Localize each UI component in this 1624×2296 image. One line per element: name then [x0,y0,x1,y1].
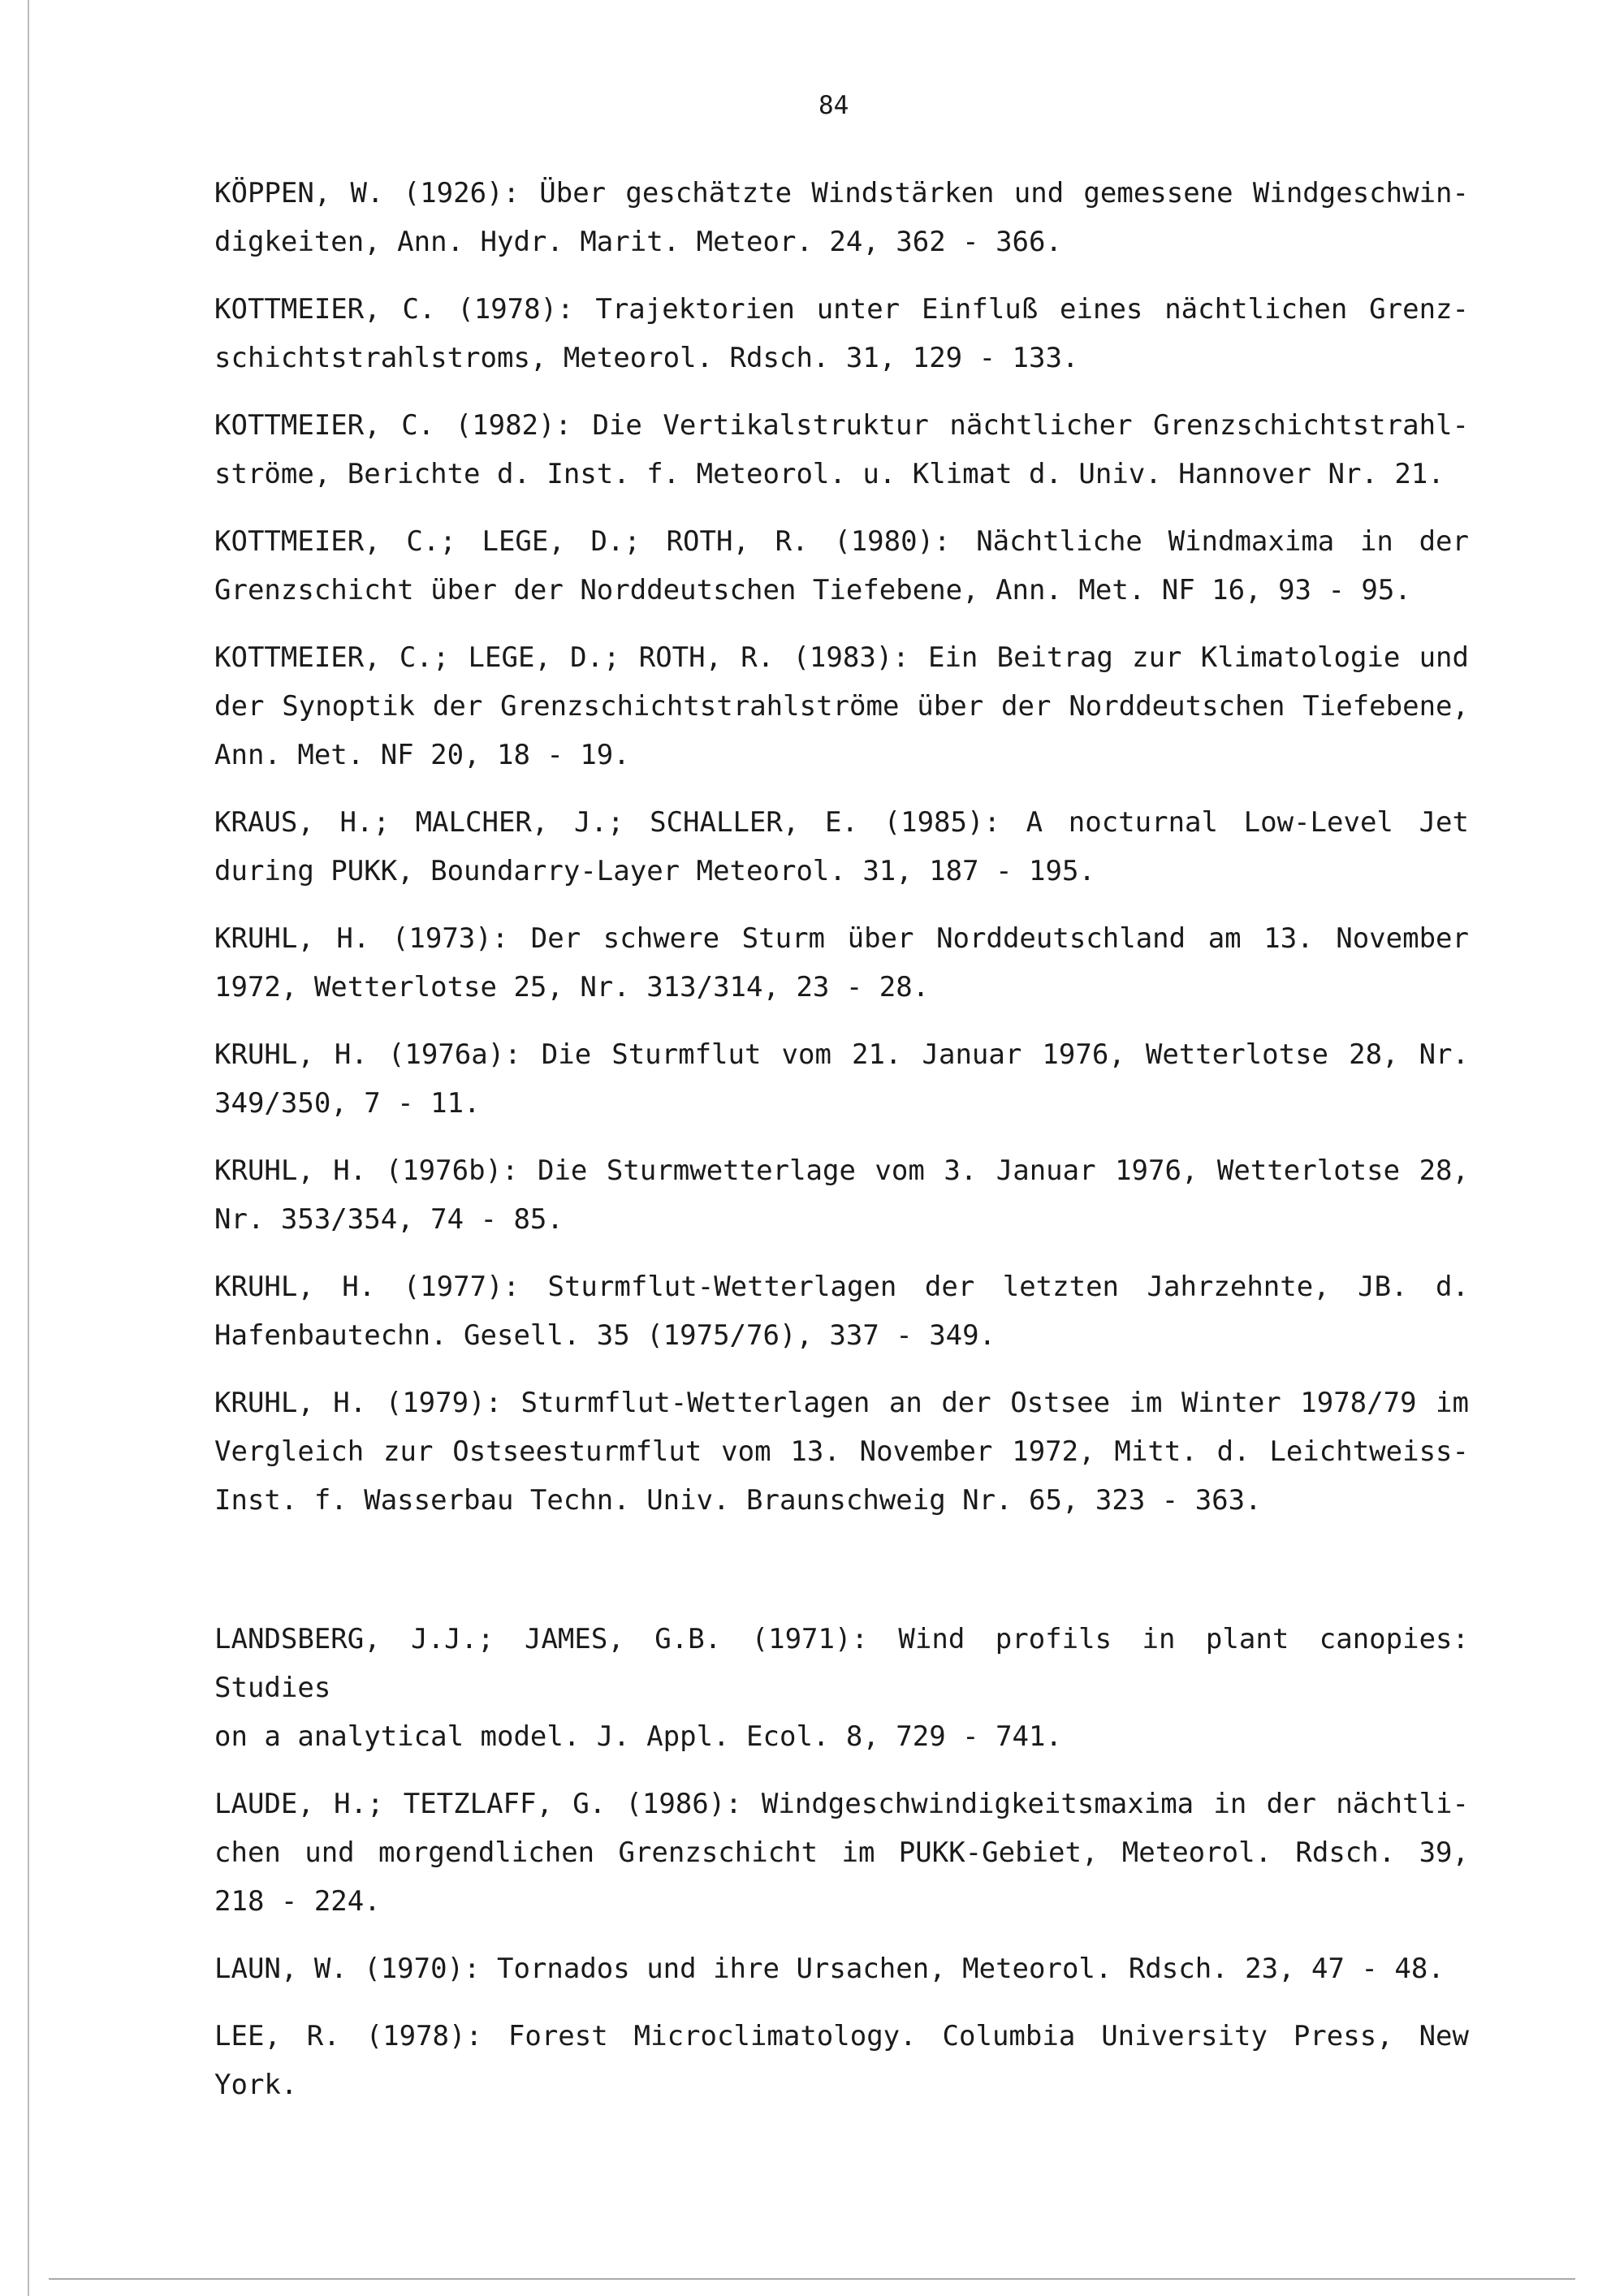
reference-entry [214,1944,1469,1993]
bottom-scan-edge [49,2278,1575,2280]
reference-entry [214,633,1469,779]
reference-line: LAUDE, H.; TETZLAFF, G. (1986): Windgeschwindigkeitsmaxima in der nächtli- [214,1788,1469,1820]
reference-line: KÖPPEN, W. (1926): Über geschätzte Windstärken und gemessene Windgeschwin- [214,177,1469,209]
reference-line: KRAUS, H.; MALCHER, J.; SCHALLER, E. (1985): A nocturnal Low-Level Jet [214,806,1469,839]
reference-line: Hafenbautechn. Gesell. 35 (1975/76), 337 - 349. [214,1319,996,1352]
reference-line: KRUHL, H. (1973): Der schwere Sturm über Norddeutschland am 13. November [214,922,1469,955]
reference-line: KOTTMEIER, C.; LEGE, D.; ROTH, R. (1983): Ein Beitrag zur Klimatologie und [214,641,1469,674]
reference-line: LANDSBERG, J.J.; JAMES, G.B. (1971): Wind profils in plant canopies: Studies [214,1623,1469,1704]
reference-entry [214,1262,1469,1360]
reference-line: ströme, Berichte d. Inst. f. Meteorol. u. Klimat d. Univ. Hannover Nr. 21. [214,458,1445,490]
reference-entry [214,1030,1469,1128]
reference-entry [214,1146,1469,1244]
reference-entry [214,1615,1469,1761]
reference-line: Inst. f. Wasserbau Techn. Univ. Braunschweig Nr. 65, 323 - 363. [214,1484,1262,1517]
references-l-group [214,1615,1469,2109]
reference-list [214,169,1469,2128]
reference-line: KRUHL, H. (1976b): Die Sturmwetterlage vom 3. Januar 1976, Wetterlotse 28, [214,1154,1469,1187]
reference-entry [214,285,1469,382]
reference-line: LAUN, W. (1970): Tornados und ihre Ursachen, Meteorol. Rdsch. 23, 47 - 48. [214,1953,1445,1985]
reference-line: 1972, Wetterlotse 25, Nr. 313/314, 23 - 28. [214,971,930,1003]
reference-line: Grenzschicht über der Norddeutschen Tiefebene, Ann. Met. NF 16, 93 - 95. [214,574,1411,606]
reference-line: LEE, R. (1978): Forest Microclimatology. Columbia University Press, New [214,2020,1469,2052]
reference-line: during PUKK, Boundarry-Layer Meteorol. 31, 187 - 195. [214,855,1095,887]
reference-line: on a analytical model. J. Appl. Ecol. 8, 729 - 741. [214,1720,1062,1753]
reference-line: digkeiten, Ann. Hydr. Marit. Meteor. 24, 362 - 366. [214,226,1062,258]
reference-line: KOTTMEIER, C. (1982): Die Vertikalstruktur nächtlicher Grenzschichtstrahl- [214,409,1469,442]
reference-line: York. [214,2069,298,2101]
reference-line: Ann. Met. NF 20, 18 - 19. [214,739,630,771]
reference-line: chen und morgendlichen Grenzschicht im PUKK-Gebiet, Meteorol. Rdsch. 39, [214,1836,1469,1869]
reference-entry [214,914,1469,1012]
reference-entry [214,169,1469,266]
reference-line: KRUHL, H. (1979): Sturmflut-Wetterlagen an der Ostsee im Winter 1978/79 im [214,1387,1469,1419]
reference-line: KRUHL, H. (1976a): Die Sturmflut vom 21. Januar 1976, Wetterlotse 28, Nr. [214,1038,1469,1071]
reference-entry [214,517,1469,615]
reference-line: der Synoptik der Grenzschichtstrahlströme über der Norddeutschen Tiefebene, [214,690,1469,723]
left-scan-edge [28,0,29,2296]
reference-entry [214,1379,1469,1525]
reference-line: KOTTMEIER, C. (1978): Trajektorien unter Einfluß eines nächtlichen Grenz- [214,293,1469,326]
references-k-group [214,169,1469,1525]
reference-line: KRUHL, H. (1977): Sturmflut-Wetterlagen der letzten Jahrzehnte, JB. d. [214,1271,1469,1303]
reference-line: 349/350, 7 - 11. [214,1087,481,1120]
section-gap [214,1543,1469,1615]
page-number: 84 [818,91,849,120]
reference-line: Vergleich zur Ostseesturmflut vom 13. November 1972, Mitt. d. Leichtweiss- [214,1435,1469,1468]
reference-line: KOTTMEIER, C.; LEGE, D.; ROTH, R. (1980): Nächtliche Windmaxima in der [214,525,1469,558]
reference-line: Nr. 353/354, 74 - 85. [214,1203,564,1236]
reference-line: schichtstrahlstroms, Meteorol. Rdsch. 31, 129 - 133. [214,342,1079,374]
reference-entry [214,2012,1469,2109]
reference-entry [214,1780,1469,1926]
reference-line: 218 - 224. [214,1885,381,1918]
reference-entry [214,401,1469,498]
reference-entry [214,798,1469,896]
